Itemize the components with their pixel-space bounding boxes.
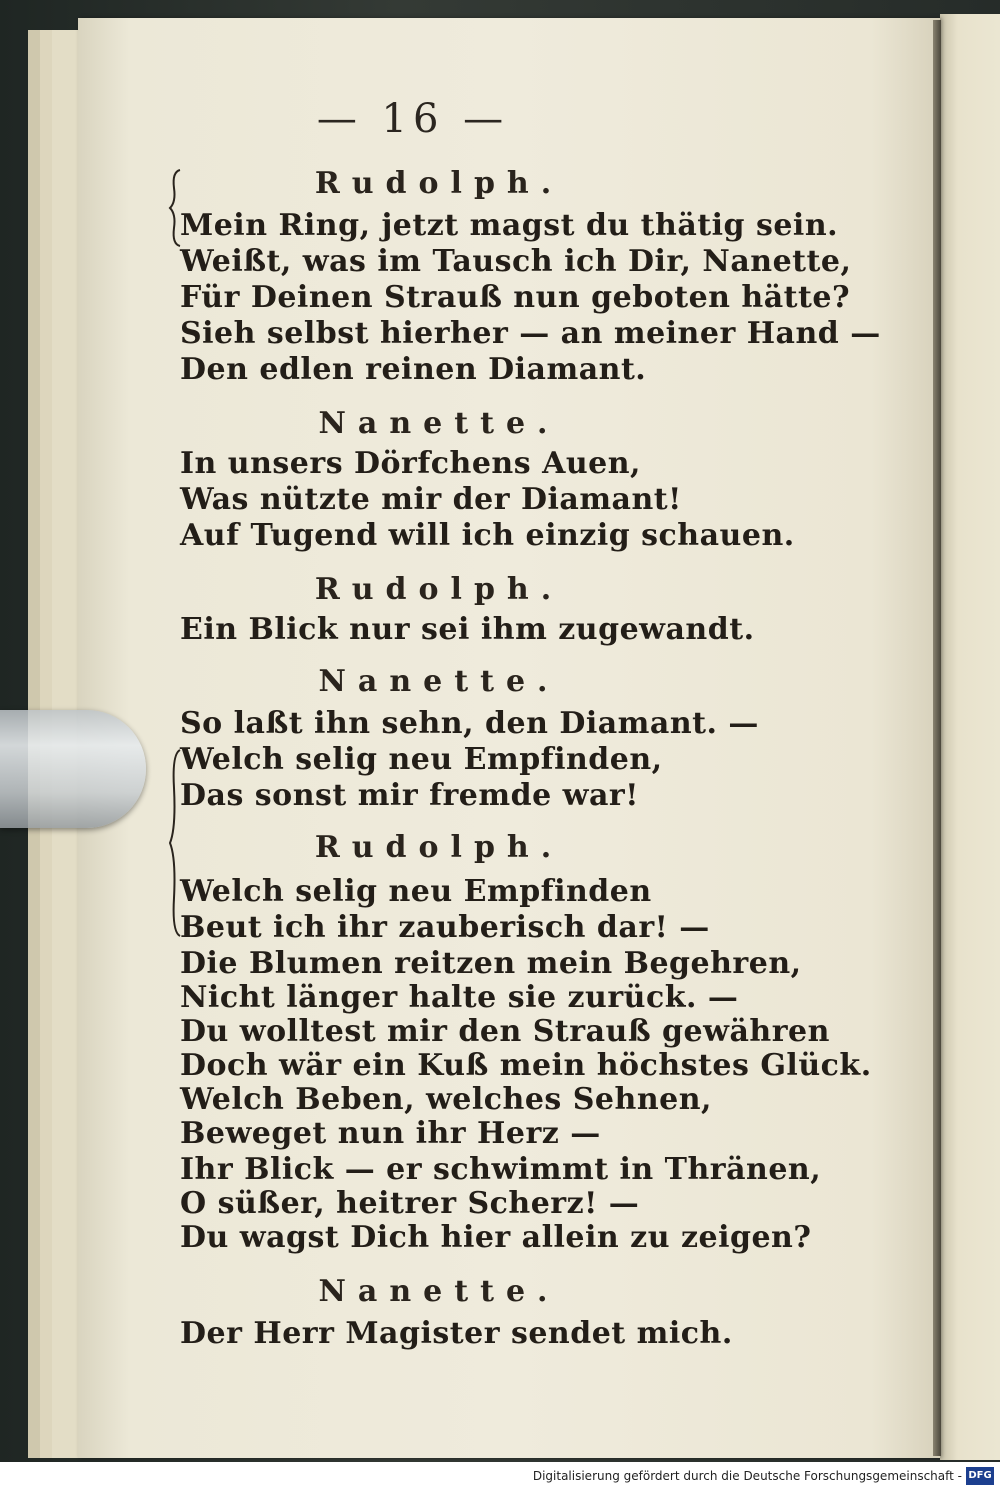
book-gutter (933, 20, 941, 1456)
verse-line: Ihr Blick — er schwimmt in Thränen, (180, 1152, 822, 1187)
verse-line: Doch wär ein Kuß mein höchstes Glück. (180, 1048, 872, 1083)
speaker-heading: Nanette. (318, 1274, 560, 1309)
facing-page (940, 14, 1000, 1460)
verse-line: Welch Beben, welches Sehnen, (180, 1082, 712, 1117)
verse-line: Beweget nun ihr Herz — (180, 1116, 601, 1151)
verse-line: Das sonst mir fremde war! (180, 778, 639, 813)
brace-mark (168, 168, 184, 248)
dfg-logo-icon: DFG (966, 1467, 994, 1485)
verse-line: Mein Ring, jetzt magst du thätig sein. (180, 208, 839, 243)
speaker-heading: Rudolph. (314, 830, 564, 865)
speaker-heading: Nanette. (318, 664, 560, 699)
verse-line: Welch selig neu Empfinden (180, 874, 652, 909)
verse-line: Welch selig neu Empfinden, (180, 742, 663, 777)
verse-line: Du wolltest mir den Strauß gewähren (180, 1014, 830, 1049)
footer-credit: Digitalisierung gefördert durch die Deutsche Forschungsgemeinschaft - (532, 1469, 962, 1483)
verse-line: Was nützte mir der Diamant! (180, 482, 682, 517)
speaker-heading: Rudolph. (314, 572, 564, 607)
brace-mark (168, 748, 184, 938)
verse-line: Die Blumen reitzen mein Begehren, (180, 946, 802, 981)
verse-line: Beut ich ihr zauberisch dar! — (180, 910, 710, 945)
footer-bar (0, 1462, 1000, 1493)
page-number: — 16 — (316, 96, 510, 142)
verse-line: In unsers Dörfchens Auen, (180, 446, 642, 481)
verse-line: Für Deinen Strauß nun geboten hätte? (180, 280, 851, 315)
verse-line: Weißt, was im Tausch ich Dir, Nanette, (180, 244, 852, 279)
speaker-heading: Nanette. (318, 406, 560, 441)
verse-line: Sieh selbst hierher — an meiner Hand — (180, 316, 881, 351)
verse-line: Du wagst Dich hier allein zu zeigen? (180, 1220, 812, 1255)
verse-line: Ein Blick nur sei ihm zugewandt. (180, 612, 755, 647)
book-page (78, 18, 940, 1458)
verse-line: Nicht länger halte sie zurück. — (180, 980, 739, 1015)
verse-line: Auf Tugend will ich einzig schauen. (180, 518, 795, 553)
speaker-heading: Rudolph. (314, 166, 564, 201)
verse-line: Den edlen reinen Diamant. (180, 352, 647, 387)
verse-line: Der Herr Magister sendet mich. (180, 1316, 733, 1351)
verse-line: So laßt ihn sehn, den Diamant. — (180, 706, 759, 741)
page-holder-clip (0, 710, 146, 828)
verse-line: O süßer, heitrer Scherz! — (180, 1186, 640, 1221)
